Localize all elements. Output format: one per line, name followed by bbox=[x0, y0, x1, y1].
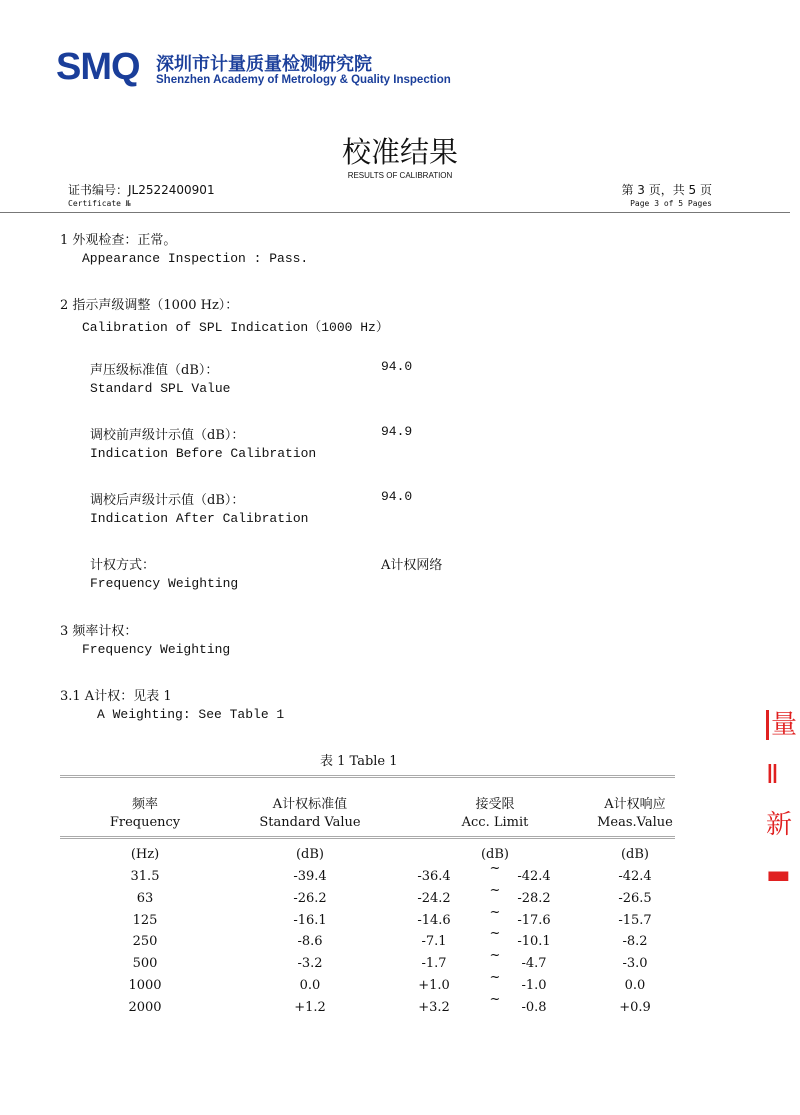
table-cell-measured: -42.4 bbox=[618, 869, 652, 884]
table-unit: (dB) bbox=[480, 847, 510, 862]
table-header-rule bbox=[60, 836, 675, 839]
table-cell-standard: -8.6 bbox=[297, 934, 323, 950]
table-cell-standard: -26.2 bbox=[293, 890, 327, 906]
item-label: 调校后声级计示值（dB）： bbox=[90, 493, 245, 508]
table-cell-limit-upper: +3.2 bbox=[418, 999, 450, 1015]
item-label-en: Frequency Weighting bbox=[90, 576, 239, 591]
table-top-rule bbox=[60, 775, 675, 778]
table-header-en: Frequency bbox=[109, 815, 181, 830]
table-cell-frequency: 63 bbox=[136, 890, 154, 906]
table-cell-measured: +0.9 bbox=[619, 999, 651, 1015]
page-number: 第 3 页，共 5 页 bbox=[621, 183, 712, 197]
table-cell-tilde: ~ bbox=[489, 861, 501, 876]
table-cell-tilde: ~ bbox=[489, 904, 501, 920]
header-divider bbox=[0, 212, 790, 213]
logo-smq: SMQ bbox=[56, 46, 140, 88]
table-header-en: Standard Value bbox=[259, 815, 361, 830]
section-1-title-en: Appearance Inspection : Pass. bbox=[82, 251, 309, 266]
item-value: 94.0 bbox=[381, 359, 413, 374]
certificate-number: 证书编号：JL2522400901 bbox=[68, 183, 215, 197]
table-cell-limit-upper: -24.2 bbox=[417, 890, 451, 906]
table-cell-frequency: 31.5 bbox=[130, 869, 160, 884]
table-cell-limit-upper: +1.0 bbox=[418, 978, 450, 993]
item-label-en: Standard SPL Value bbox=[90, 381, 231, 396]
table-cell-frequency: 1000 bbox=[128, 978, 162, 993]
section-3-1-title-en: A Weighting: See Table 1 bbox=[97, 707, 285, 722]
page-number-en: Page 3 of 5 Pages bbox=[630, 199, 712, 208]
item-label-en: Indication After Calibration bbox=[90, 511, 309, 526]
section-3-1-title: 3.1 A计权：见表 1 bbox=[60, 689, 172, 704]
item-value: 94.9 bbox=[381, 424, 413, 439]
table-cell-limit-lower: -1.0 bbox=[521, 978, 547, 993]
table-header-en: Meas.Value bbox=[597, 815, 673, 830]
table-header-cn: A计权标准值 bbox=[272, 797, 348, 812]
item-label: 计权方式： bbox=[90, 558, 156, 573]
table-unit: (dB) bbox=[620, 847, 650, 862]
certificate-number-en: Certificate № bbox=[68, 199, 131, 208]
table-cell-limit-lower: -28.2 bbox=[517, 890, 551, 906]
section-2-title: 2 指示声级调整（1000 Hz）： bbox=[60, 298, 239, 313]
table-cell-measured: -8.2 bbox=[622, 934, 648, 950]
table-cell-limit-upper: -7.1 bbox=[421, 934, 447, 950]
table-cell-limit-upper: -14.6 bbox=[417, 912, 451, 928]
section-3-title: 3 频率计权： bbox=[60, 624, 138, 639]
section-3-title-en: Frequency Weighting bbox=[82, 642, 231, 657]
org-name-en: Shenzhen Academy of Metrology & Quality Inspection bbox=[156, 74, 451, 86]
table-cell-tilde: ~ bbox=[489, 926, 501, 942]
table-cell-measured: -15.7 bbox=[618, 912, 652, 928]
table-cell-frequency: 500 bbox=[132, 956, 158, 972]
table-unit: (dB) bbox=[295, 847, 325, 862]
table-cell-limit-lower: -10.1 bbox=[517, 934, 551, 950]
table-cell-limit-upper: -36.4 bbox=[417, 869, 451, 884]
item-value: 94.0 bbox=[381, 489, 413, 504]
table-cell-tilde: ~ bbox=[489, 970, 501, 985]
item-label-en: Indication Before Calibration bbox=[90, 446, 317, 461]
table-cell-limit-lower: -4.7 bbox=[521, 956, 547, 972]
org-name-cn: 深圳市计量质量检测研究院 bbox=[156, 54, 372, 75]
table-header-cn: 频率 bbox=[131, 797, 158, 812]
section-1-title: 1 外观检查：正常。 bbox=[60, 233, 177, 248]
table-cell-standard: -16.1 bbox=[293, 912, 327, 928]
table-cell-tilde: ~ bbox=[489, 948, 501, 964]
table-cell-limit-lower: -17.6 bbox=[517, 912, 551, 928]
red-seal-stamp: 量 Ⅱ 新 ▬ bbox=[766, 710, 798, 890]
item-label: 调校前声级计示值（dB）： bbox=[90, 428, 245, 443]
table-cell-measured: 0.0 bbox=[624, 978, 646, 993]
item-value: A计权网络 bbox=[381, 558, 443, 573]
page-title: 校准结果 bbox=[341, 135, 458, 169]
table-cell-measured: -3.0 bbox=[622, 956, 648, 972]
table-header-cn: A计权响应 bbox=[604, 797, 666, 812]
table-cell-frequency: 125 bbox=[132, 912, 158, 928]
table-cell-standard: -39.4 bbox=[293, 869, 327, 884]
table-caption: 表 1 Table 1 bbox=[320, 754, 398, 769]
table-cell-tilde: ~ bbox=[489, 991, 501, 1007]
item-label: 声压级标准值（dB）： bbox=[90, 363, 219, 378]
table-cell-limit-upper: -1.7 bbox=[421, 956, 447, 972]
table-cell-limit-lower: -0.8 bbox=[521, 999, 547, 1015]
table-cell-standard: -3.2 bbox=[297, 956, 323, 972]
table-cell-standard: +1.2 bbox=[294, 999, 326, 1015]
table-cell-standard: 0.0 bbox=[299, 978, 321, 993]
page-subtitle: RESULTS OF CALIBRATION bbox=[347, 171, 453, 180]
table-cell-measured: -26.5 bbox=[618, 890, 652, 906]
table-header-en: Acc. Limit bbox=[461, 815, 529, 830]
table-cell-frequency: 2000 bbox=[128, 999, 162, 1015]
table-cell-tilde: ~ bbox=[489, 882, 501, 898]
section-2-title-en: Calibration of SPL Indication（1000 Hz） bbox=[82, 320, 389, 335]
table-unit: (Hz) bbox=[130, 847, 160, 862]
table-header-cn: 接受限 bbox=[475, 797, 515, 812]
table-cell-limit-lower: -42.4 bbox=[517, 869, 551, 884]
table-cell-frequency: 250 bbox=[132, 934, 158, 950]
